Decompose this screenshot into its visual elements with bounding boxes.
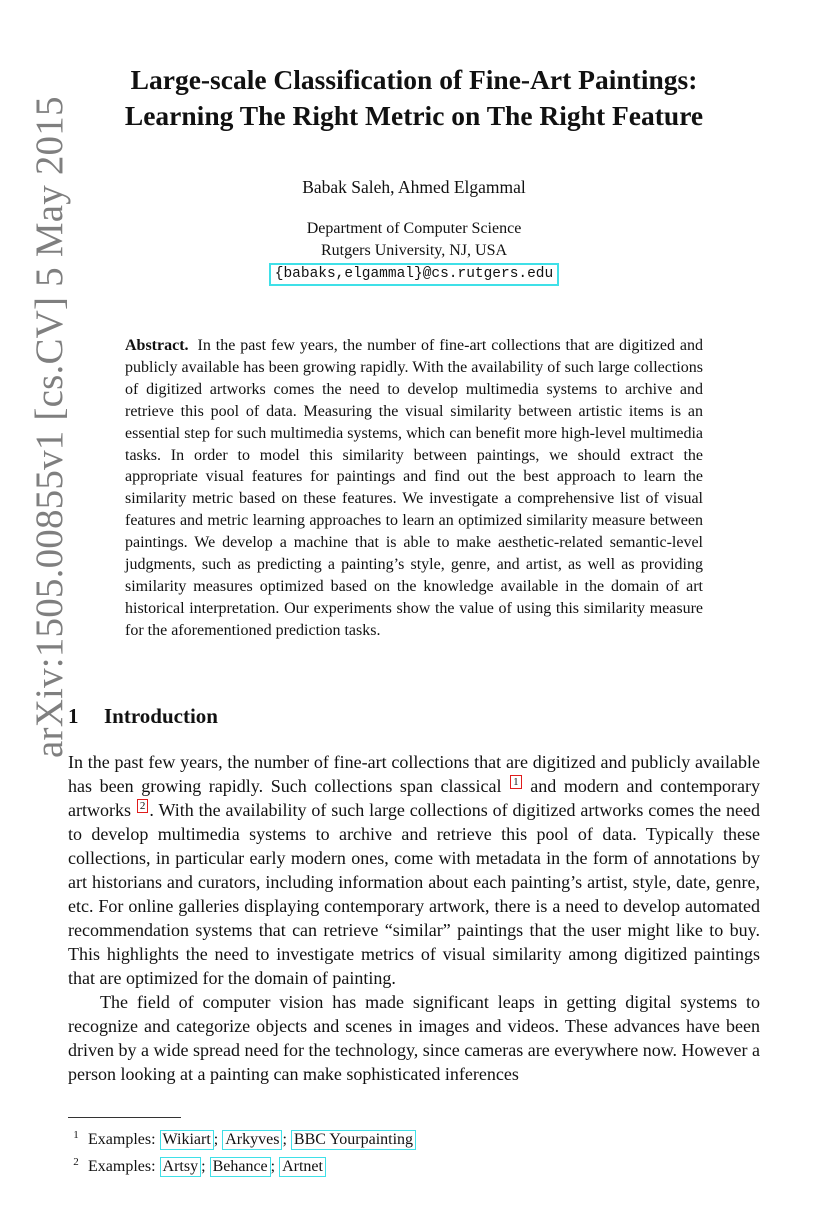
footnote-2: $^2$ Examples: Artsy ; Behance ; Artnet (68, 1151, 416, 1178)
abstract-text: In the past few years, the number of fine-art collections that are digitized and publicly available has been growing rapidly. With the availability of such large collections of digitized artworks comes the need to develop multimedia systems to archive and retrieve this pool of data. Measuring the visual similarity between artistic items is an essential step for such multimedia systems, which can benefit more high-level multimedia tasks. In order to model this similarity between paintings, we should extract the appropriate visual features for paintings and find out the best approach to learn the similarity metric based on these features. We investigate a comprehensive list of visual features and metric learning approaches to learn an optimized similarity measure between paintings. We develop a machine that is able to make aesthetic-related semantic-level judgments, such as predicting a painting’s style, genre, and artist, as well as providing similarity measures optimized based on the knowledge available in the domain of art historical interpretation. Our experiments show the value of using this similarity measure for the aforementioned prediction tasks. (125, 337, 704, 639)
email-link[interactable]: {babaks,elgammal}@cs.rutgers.edu (269, 263, 559, 286)
footnote-ref-2[interactable]: 2 (137, 799, 149, 813)
abstract (125, 335, 703, 642)
link-artsy[interactable]: Artsy (160, 1157, 202, 1177)
intro-text: In the past few years, the number of fine-art collections that are digitized and publicly available has been growing rapidly. Such collections span classical (68, 752, 760, 796)
link-bbc-yourpainting[interactable]: BBC Yourpainting (291, 1130, 416, 1150)
link-arkyves[interactable]: Arkyves (222, 1130, 282, 1150)
footnote-mark: 1 (73, 1129, 79, 1141)
authors: Babak Saleh, Ahmed Elgammal (302, 177, 526, 197)
footnote-mark: 2 (73, 1156, 79, 1168)
intro-paragraph-1 (68, 750, 760, 990)
title-line-1: Large-scale Classification of Fine-Art Paintings: (130, 64, 698, 95)
section-title: Introduction (104, 704, 218, 728)
arxiv-identifier: arXiv:1505.00855v1 [cs.CV] 5 May 2015 (28, 96, 71, 758)
university: Rutgers University, NJ, USA (320, 242, 508, 259)
link-artnet[interactable]: Artnet (279, 1157, 326, 1177)
link-behance[interactable]: Behance (210, 1157, 271, 1177)
paper-title (68, 62, 760, 134)
intro-text: and modern and contemporary artworks (68, 776, 761, 820)
section-number: 1 (68, 704, 79, 728)
footnote-ref-1[interactable]: 1 (510, 775, 522, 789)
section-heading (68, 702, 218, 730)
footnotes (68, 1124, 416, 1178)
title-line-2: Learning The Right Metric on The Right Feature (124, 100, 704, 131)
department: Department of Computer Science (306, 220, 522, 237)
introduction-body (68, 750, 760, 1086)
intro-paragraph-2: The field of computer vision has made significant leaps in getting digital systems to recognize and categorize objects and scenes in images and videos. These advances have been driven by a wide spread need for the technology, since cameras are everywhere now. However a person looking at a painting can make sophisticated inferences (68, 992, 760, 1084)
intro-text: . With the availability of such large collections of digitized artworks comes the need to develop multimedia systems to archive and retrieve this pool of data. Typically these collections, in particular early modern ones, come with metadata in the form of annotations by art historians and curators, including information about each painting’s artist, style, date, genre, etc. For online galleries displaying contemporary artwork, there is a need to develop automated recommendation systems that can retrieve “similar” paintings that the user might like to buy. This highlights the need to investigate metrics of visual similarity among digitized paintings that are optimized for the domain of painting. (68, 800, 761, 988)
footnote-separator (68, 1117, 181, 1118)
abstract-label: Abstract. (125, 337, 189, 354)
affiliation (68, 218, 760, 286)
footnote-label: Examples: (88, 1131, 156, 1148)
footnote-label: Examples: (88, 1158, 156, 1175)
link-wikiart[interactable]: Wikiart (160, 1130, 214, 1150)
footnote-1: $^1$ Examples: Wikiart ; Arkyves ; BBC Yourpainting (68, 1124, 416, 1151)
